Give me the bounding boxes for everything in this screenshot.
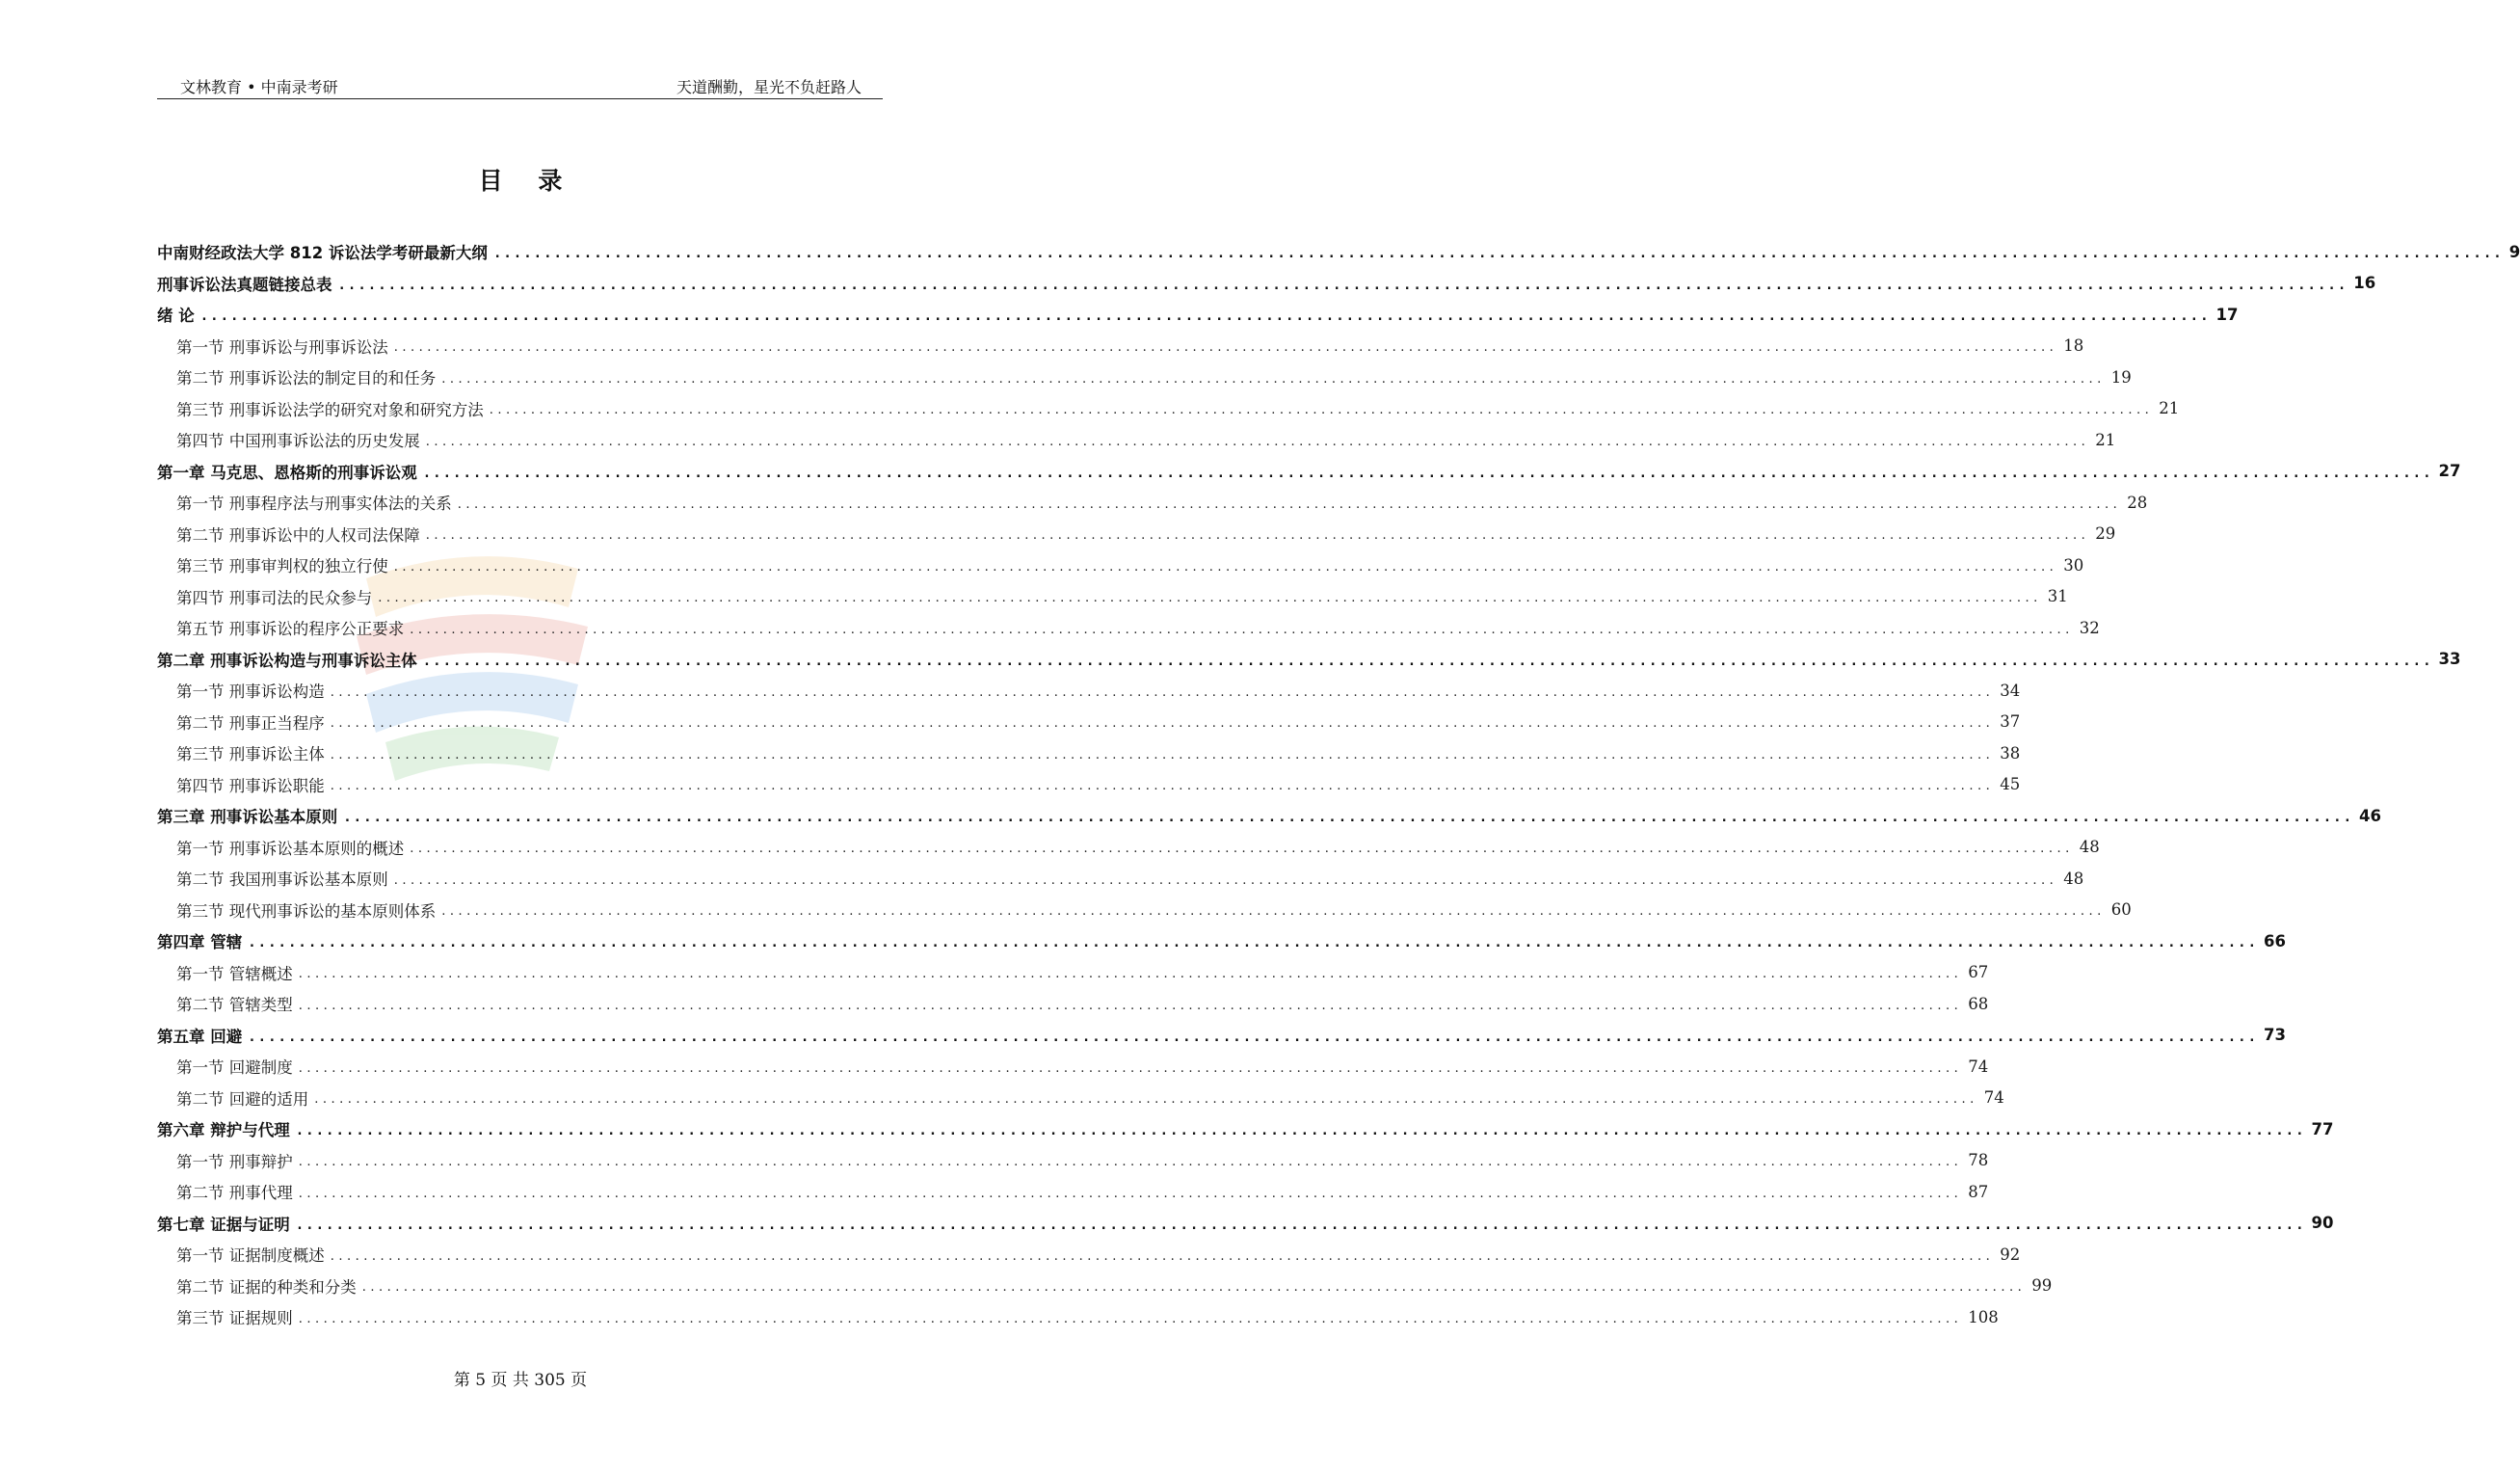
toc-entry-page-number: 48 xyxy=(2063,869,2084,888)
toc-section-entry[interactable] xyxy=(157,331,2084,362)
dot-leader: ........................................................................................................................................................................................................ xyxy=(330,684,1995,700)
toc-entry-label: 第四节 中国刑事诉讼法的历史发展 xyxy=(176,432,420,451)
toc-entry-page-number: 45 xyxy=(2000,775,2021,794)
toc-entry-page-number: 74 xyxy=(1983,1088,2004,1108)
dot-leader: ........................................................................................................................................................................................................ xyxy=(361,1280,2027,1296)
dot-leader: ........................................................................................................................................................................................................ xyxy=(298,1186,1963,1201)
toc-entry-label: 第二节 刑事代理 xyxy=(176,1184,293,1203)
toc-section-entry[interactable] xyxy=(157,487,2148,519)
toc-entry-page-number: 33 xyxy=(2438,650,2461,669)
toc-section-entry[interactable] xyxy=(157,1145,1989,1177)
toc-entry-page-number: 68 xyxy=(1968,994,1989,1013)
dot-leader: ........................................................................................................................................................................................................ xyxy=(441,371,2106,387)
toc-chapter-entry[interactable] xyxy=(157,268,2376,300)
toc-chapter-entry[interactable] xyxy=(157,299,2239,331)
toc-entry-page-number: 19 xyxy=(2110,367,2132,387)
dot-leader: ........................................................................................................................................................................................................ xyxy=(298,1155,1963,1170)
toc-entry-page-number: 21 xyxy=(2095,430,2116,449)
toc-entry-label: 第一章 马克思、恩格斯的刑事诉讼观 xyxy=(157,463,417,482)
toc-entry-page-number: 9 xyxy=(2508,242,2520,261)
toc-chapter-entry[interactable] xyxy=(157,800,2381,832)
dot-leader: ........................................................................................................................................................................................................ xyxy=(337,277,2348,293)
toc-chapter-entry[interactable] xyxy=(157,456,2461,488)
dot-leader: ........................................................................................................................................................................................................ xyxy=(492,246,2504,262)
toc-entry-label: 第三节 刑事审判权的独立行使 xyxy=(176,557,388,576)
toc-section-entry[interactable] xyxy=(157,769,2021,801)
toc-entry-label: 第五章 回避 xyxy=(157,1027,243,1046)
dot-leader: ........................................................................................................................................................................................................ xyxy=(330,1248,1995,1264)
toc-entry-page-number: 46 xyxy=(2359,806,2381,825)
dot-leader: ........................................................................................................................................................................................................ xyxy=(393,340,2058,356)
toc-entry-page-number: 74 xyxy=(1968,1057,1989,1076)
toc-chapter-entry[interactable] xyxy=(157,925,2286,957)
toc-entry-page-number: 17 xyxy=(2215,305,2239,324)
toc-entry-page-number: 16 xyxy=(2353,274,2376,293)
toc-entry-label: 第一节 回避制度 xyxy=(176,1058,293,1078)
dot-leader: ........................................................................................................................................................................................................ xyxy=(410,842,2074,857)
toc-entry-label: 第四节 刑事司法的民众参与 xyxy=(176,588,373,607)
toc-entry-page-number: 28 xyxy=(2127,493,2148,512)
toc-entry-label: 第二章 刑事诉讼构造与刑事诉讼主体 xyxy=(157,651,417,670)
dot-leader: ........................................................................................................................................................................................................ xyxy=(410,622,2074,637)
toc-section-entry[interactable] xyxy=(157,737,2021,769)
toc-entry-page-number: 31 xyxy=(2047,587,2068,606)
toc-chapter-entry[interactable] xyxy=(157,1113,2334,1145)
dot-leader: ........................................................................................................................................................................................................ xyxy=(378,591,2042,606)
toc-chapter-entry[interactable] xyxy=(157,644,2461,676)
toc-section-entry[interactable] xyxy=(157,612,2100,644)
dot-leader: ........................................................................................................................................................................................................ xyxy=(393,872,2058,888)
toc-section-entry[interactable] xyxy=(157,707,2021,738)
toc-section-entry[interactable] xyxy=(157,1301,1999,1333)
toc-entry-label: 第二节 回避的适用 xyxy=(176,1089,309,1109)
dot-leader: ........................................................................................................................................................................................................ xyxy=(298,1060,1963,1076)
dot-leader: ........................................................................................................................................................................................................ xyxy=(425,434,2090,449)
toc-entry-label: 第七章 证据与证明 xyxy=(157,1215,290,1234)
toc-entry-page-number: 73 xyxy=(2264,1026,2286,1045)
toc-entry-label: 第三节 刑事诉讼主体 xyxy=(176,745,325,764)
toc-entry-label: 第三章 刑事诉讼基本原则 xyxy=(157,808,338,827)
toc-entry-page-number: 30 xyxy=(2063,555,2084,575)
toc-entry-page-number: 27 xyxy=(2438,462,2461,481)
dot-leader: ........................................................................................................................................................................................................ xyxy=(330,779,1995,794)
toc-chapter-entry[interactable] xyxy=(157,236,2520,268)
toc-chapter-entry[interactable] xyxy=(157,1208,2334,1240)
toc-entry-label: 刑事诉讼法真题链接总表 xyxy=(157,275,332,294)
page-header xyxy=(157,69,883,99)
page-title: 目 录 xyxy=(478,167,576,195)
toc-section-entry[interactable] xyxy=(157,1271,2053,1302)
toc-entry-page-number: 29 xyxy=(2095,524,2116,544)
toc-section-entry[interactable] xyxy=(157,863,2084,895)
dot-leader: ........................................................................................................................................................................................................ xyxy=(295,1217,2306,1233)
toc-entry-label: 第一节 证据制度概述 xyxy=(176,1246,325,1266)
dot-leader: ........................................................................................................................................................................................................ xyxy=(422,465,2433,481)
toc-section-entry[interactable] xyxy=(157,549,2084,581)
toc-chapter-entry[interactable] xyxy=(157,1020,2286,1052)
toc-entry-label: 第二节 刑事诉讼法的制定目的和任务 xyxy=(176,369,437,388)
toc-section-entry[interactable] xyxy=(157,424,2116,456)
toc-section-entry[interactable] xyxy=(157,361,2132,393)
toc-section-entry[interactable] xyxy=(157,957,1989,989)
dot-leader: ........................................................................................................................................................................................................ xyxy=(295,1123,2306,1139)
dot-leader: ........................................................................................................................................................................................................ xyxy=(298,1311,1963,1326)
dot-leader: ........................................................................................................................................................................................................ xyxy=(314,1092,1978,1108)
dot-leader: ........................................................................................................................................................................................................ xyxy=(248,1029,2258,1045)
dot-leader: ........................................................................................................................................................................................................ xyxy=(248,935,2258,951)
toc-section-entry[interactable] xyxy=(157,581,2068,613)
toc-entry-label: 第一节 刑事诉讼基本原则的概述 xyxy=(176,839,405,858)
dot-leader: ........................................................................................................................................................................................................ xyxy=(393,559,2058,575)
toc-section-entry[interactable] xyxy=(157,988,1989,1020)
toc-entry-page-number: 87 xyxy=(1968,1182,1989,1201)
dot-leader: ........................................................................................................................................................................................................ xyxy=(343,810,2353,826)
toc-entry-label: 第一节 管辖概述 xyxy=(176,964,293,983)
toc-entry-label: 第二节 我国刑事诉讼基本原则 xyxy=(176,870,388,890)
header-right-text: 天道酬勤，星光不负赶路人 xyxy=(676,78,862,96)
header-left-text: 文林教育 • 中南录考研 xyxy=(180,78,338,96)
toc-entry-page-number: 18 xyxy=(2063,336,2084,356)
page-footer: 第 5 页 共 305 页 xyxy=(453,1371,588,1390)
toc-entry-page-number: 99 xyxy=(2031,1276,2053,1296)
toc-entry-label: 第四章 管辖 xyxy=(157,933,243,952)
dot-leader: ........................................................................................................................................................................................................ xyxy=(422,653,2433,669)
dot-leader: ........................................................................................................................................................................................................ xyxy=(298,998,1963,1013)
toc-entry-label: 第一节 刑事程序法与刑事实体法的关系 xyxy=(176,495,452,514)
toc-section-entry[interactable] xyxy=(157,393,2180,425)
toc-entry-label: 第一节 刑事诉讼与刑事诉讼法 xyxy=(176,337,388,357)
toc-section-entry[interactable] xyxy=(157,519,2116,550)
toc-entry-label: 第二节 刑事正当程序 xyxy=(176,713,325,733)
toc-entry-page-number: 37 xyxy=(2000,712,2021,732)
toc-entry-label: 中南财经政法大学 812 诉讼法学考研最新大纲 xyxy=(157,244,488,263)
toc-section-entry[interactable] xyxy=(157,675,2021,707)
toc-section-entry[interactable] xyxy=(157,832,2100,864)
toc-entry-label: 第五节 刑事诉讼的程序公正要求 xyxy=(176,620,405,639)
dot-leader: ........................................................................................................................................................................................................ xyxy=(425,528,2090,544)
toc-entry-label: 第三节 现代刑事诉讼的基本原则体系 xyxy=(176,901,437,921)
toc-entry-page-number: 34 xyxy=(2000,681,2021,700)
toc-section-entry[interactable] xyxy=(157,1176,1989,1208)
toc-entry-page-number: 38 xyxy=(2000,743,2021,763)
toc-entry-label: 第二节 证据的种类和分类 xyxy=(176,1277,357,1297)
toc-entry-page-number: 78 xyxy=(1968,1151,1989,1170)
toc-section-entry[interactable] xyxy=(157,1239,2021,1271)
toc-entry-page-number: 90 xyxy=(2311,1214,2334,1233)
toc-entry-page-number: 77 xyxy=(2311,1119,2334,1138)
dot-leader: ........................................................................................................................................................................................................ xyxy=(489,403,2154,418)
toc-entry-page-number: 32 xyxy=(2079,618,2100,637)
toc-section-entry[interactable] xyxy=(157,1083,2004,1114)
toc-entry-page-number: 92 xyxy=(2000,1245,2021,1264)
toc-entry-label: 第三节 刑事诉讼法学的研究对象和研究方法 xyxy=(176,400,484,419)
dot-leader: ........................................................................................................................................................................................................ xyxy=(298,967,1963,982)
toc-entry-page-number: 108 xyxy=(1968,1307,1999,1326)
dot-leader: ........................................................................................................................................................................................................ xyxy=(330,747,1995,763)
toc-section-entry[interactable] xyxy=(157,895,2132,926)
toc-entry-label: 绪 论 xyxy=(157,307,195,326)
toc-entry-page-number: 67 xyxy=(1968,963,1989,982)
toc-entry-label: 第六章 辩护与代理 xyxy=(157,1121,290,1140)
toc-entry-label: 第二节 管辖类型 xyxy=(176,996,293,1015)
dot-leader: ........................................................................................................................................................................................................ xyxy=(330,716,1995,732)
table-of-contents xyxy=(157,236,2520,1333)
toc-entry-label: 第一节 刑事诉讼构造 xyxy=(176,682,325,702)
toc-section-entry[interactable] xyxy=(157,1051,1989,1083)
toc-entry-page-number: 21 xyxy=(2159,399,2180,418)
toc-entry-page-number: 60 xyxy=(2110,900,2132,920)
toc-entry-page-number: 48 xyxy=(2079,838,2100,857)
dot-leader: ........................................................................................................................................................................................................ xyxy=(199,308,2211,325)
toc-entry-label: 第三节 证据规则 xyxy=(176,1309,293,1328)
dot-leader: ........................................................................................................................................................................................................ xyxy=(457,496,2122,512)
toc-entry-page-number: 66 xyxy=(2264,931,2286,950)
toc-entry-label: 第四节 刑事诉讼职能 xyxy=(176,776,325,795)
toc-entry-label: 第二节 刑事诉讼中的人权司法保障 xyxy=(176,525,420,545)
dot-leader: ........................................................................................................................................................................................................ xyxy=(441,904,2106,920)
toc-entry-label: 第一节 刑事辩护 xyxy=(176,1152,293,1171)
